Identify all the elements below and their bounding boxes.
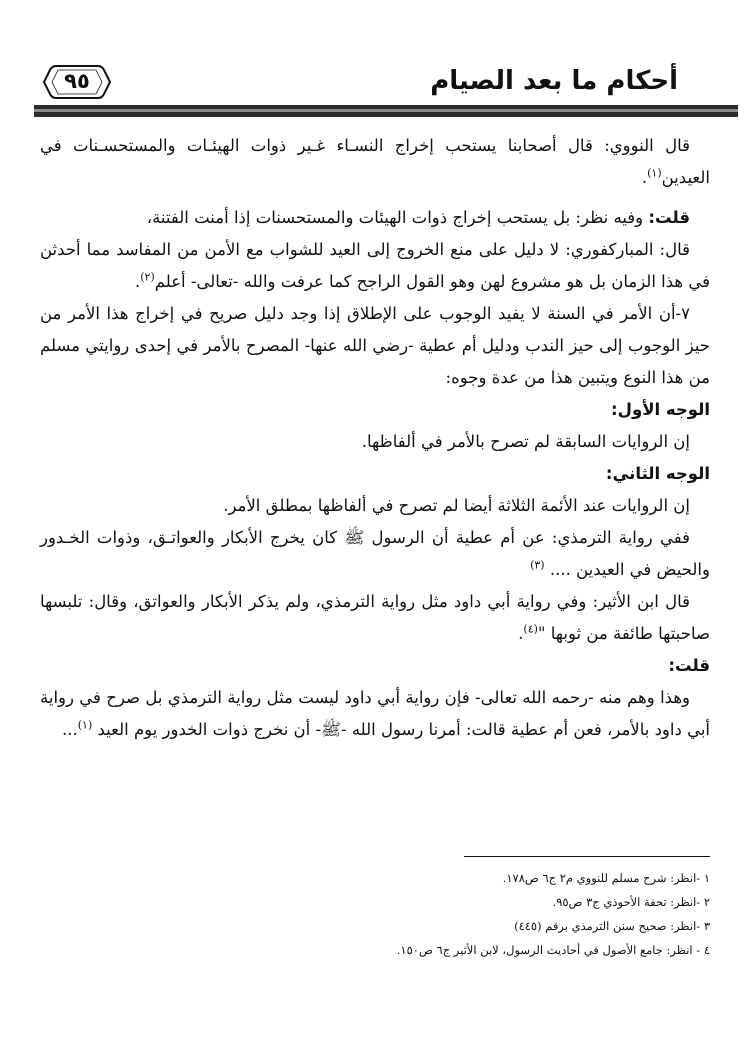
paragraph-comment	[40, 202, 710, 234]
footnote-item: ١ -انظر: شرح مسلم للنووي م٢ ج٦ ص١٧٨.	[502, 871, 710, 885]
conclusion-text	[40, 682, 710, 746]
conclusion-heading: قلت:	[668, 656, 710, 675]
footnote-item: ٣ -انظر: صحيح سنن الترمذي برقم (٤٤٥)	[514, 919, 710, 933]
first-aspect-text: إن الروايات السابقة لم تصرح بالأمر في ألفاظها.	[361, 432, 690, 451]
footnote-ref: (٣)	[530, 558, 545, 572]
page-header	[0, 0, 754, 120]
tirmidhi-narration	[40, 522, 710, 586]
punctuation: .	[134, 272, 141, 291]
footnote-item: ٢ -انظر: تحفة الأحوذي ج٣ ص٩٥.	[552, 895, 710, 909]
paragraph-label: قلت:	[648, 208, 690, 227]
page-number: ٩٥	[64, 69, 90, 93]
header-rule	[34, 105, 738, 117]
footnote-ref: (١)	[647, 166, 662, 180]
main-text	[40, 130, 710, 746]
paragraph-nawawi	[40, 130, 710, 194]
paragraph-text: ففي رواية الترمذي: عن أم عطية أن الرسول ﷺ كان يخرج الأبكار والعواتـق، وذوات الخـدور والحيض في العيدين ....	[40, 528, 710, 579]
book-title: أحكام ما بعد الصيام	[430, 66, 678, 96]
paragraph-text: قال النووي: قال أصحابنا يستحب إخراج النسـاء غـير ذوات الهيئـات والمستحسـنات في العيدين	[40, 136, 710, 187]
second-aspect-text: إن الروايات عند الأئمة الثلاثة أيضا لم تصرح في ألفاظها بمطلق الأمر.	[223, 496, 690, 515]
footnote-ref: (١)	[77, 718, 93, 732]
punctuation: .	[518, 624, 524, 643]
paragraph-text: قال ابن الأثير: وفي رواية أبي داود مثل رواية الترمذي، ولم يذكر الأبكار والعواتق، وقال: تلبسها صاحبتها طائفة من ثوبها "	[40, 592, 710, 643]
footnote-separator	[464, 856, 710, 857]
second-aspect-heading: الوجه الثاني:	[605, 464, 710, 483]
page-number-badge	[42, 64, 112, 100]
paragraph-seventh-point	[40, 298, 710, 394]
footnote-item: ٤ - انظر: جامع الأصول في أحاديث الرسول، لابن الأثير ج٦ ص١٥٠.	[396, 943, 710, 957]
ibn-athir-quote	[40, 586, 710, 650]
footnote-ref: (٤)	[523, 622, 538, 636]
punctuation: ...	[61, 720, 78, 739]
punctuation: .	[641, 168, 648, 187]
footnote-ref: (٢)	[140, 270, 155, 284]
paragraph-text: ٧-أن الأمر في السنة لا يفيد الوجوب على الإطلاق إذا وجد دليل صريح في إخراج هذا الأمر من حيز الوجوب إلى حيز الندب ودليل أم عطية -رضي الله عنها- المصرح بالأمر في إحدى روايتي مسلم من هذا النوع ويتبين هذا من عدة وجوه:	[40, 304, 710, 387]
paragraph-text: وهذا وهم منه -رحمه الله تعالى- فإن رواية أبي داود ليست مثل رواية الترمذي بل صرح في رواية أبي داود بالأمر، فعن أم عطية قالت: أمرنا رسول الله -ﷺ- أن نخرج ذوات الخدور يوم العيد	[40, 688, 710, 739]
first-aspect-heading: الوجه الأول:	[611, 400, 710, 419]
footnotes	[40, 866, 710, 962]
paragraph-text: قال: المباركفوري: لا دليل على منع الخروج إلى العيد للشواب مع الأمن من المفاسد مما أحدثن في هذا الزمان بل هو مشروع لهن وهو القول الراجح كما عرفت والله -تعالى- أعلم	[40, 240, 710, 291]
paragraph-mubarakfuri	[40, 234, 710, 298]
paragraph-text: وفيه نظر: بل يستحب إخراج ذوات الهيئات والمستحسنات إذا أمنت الفتنة،	[146, 208, 649, 227]
